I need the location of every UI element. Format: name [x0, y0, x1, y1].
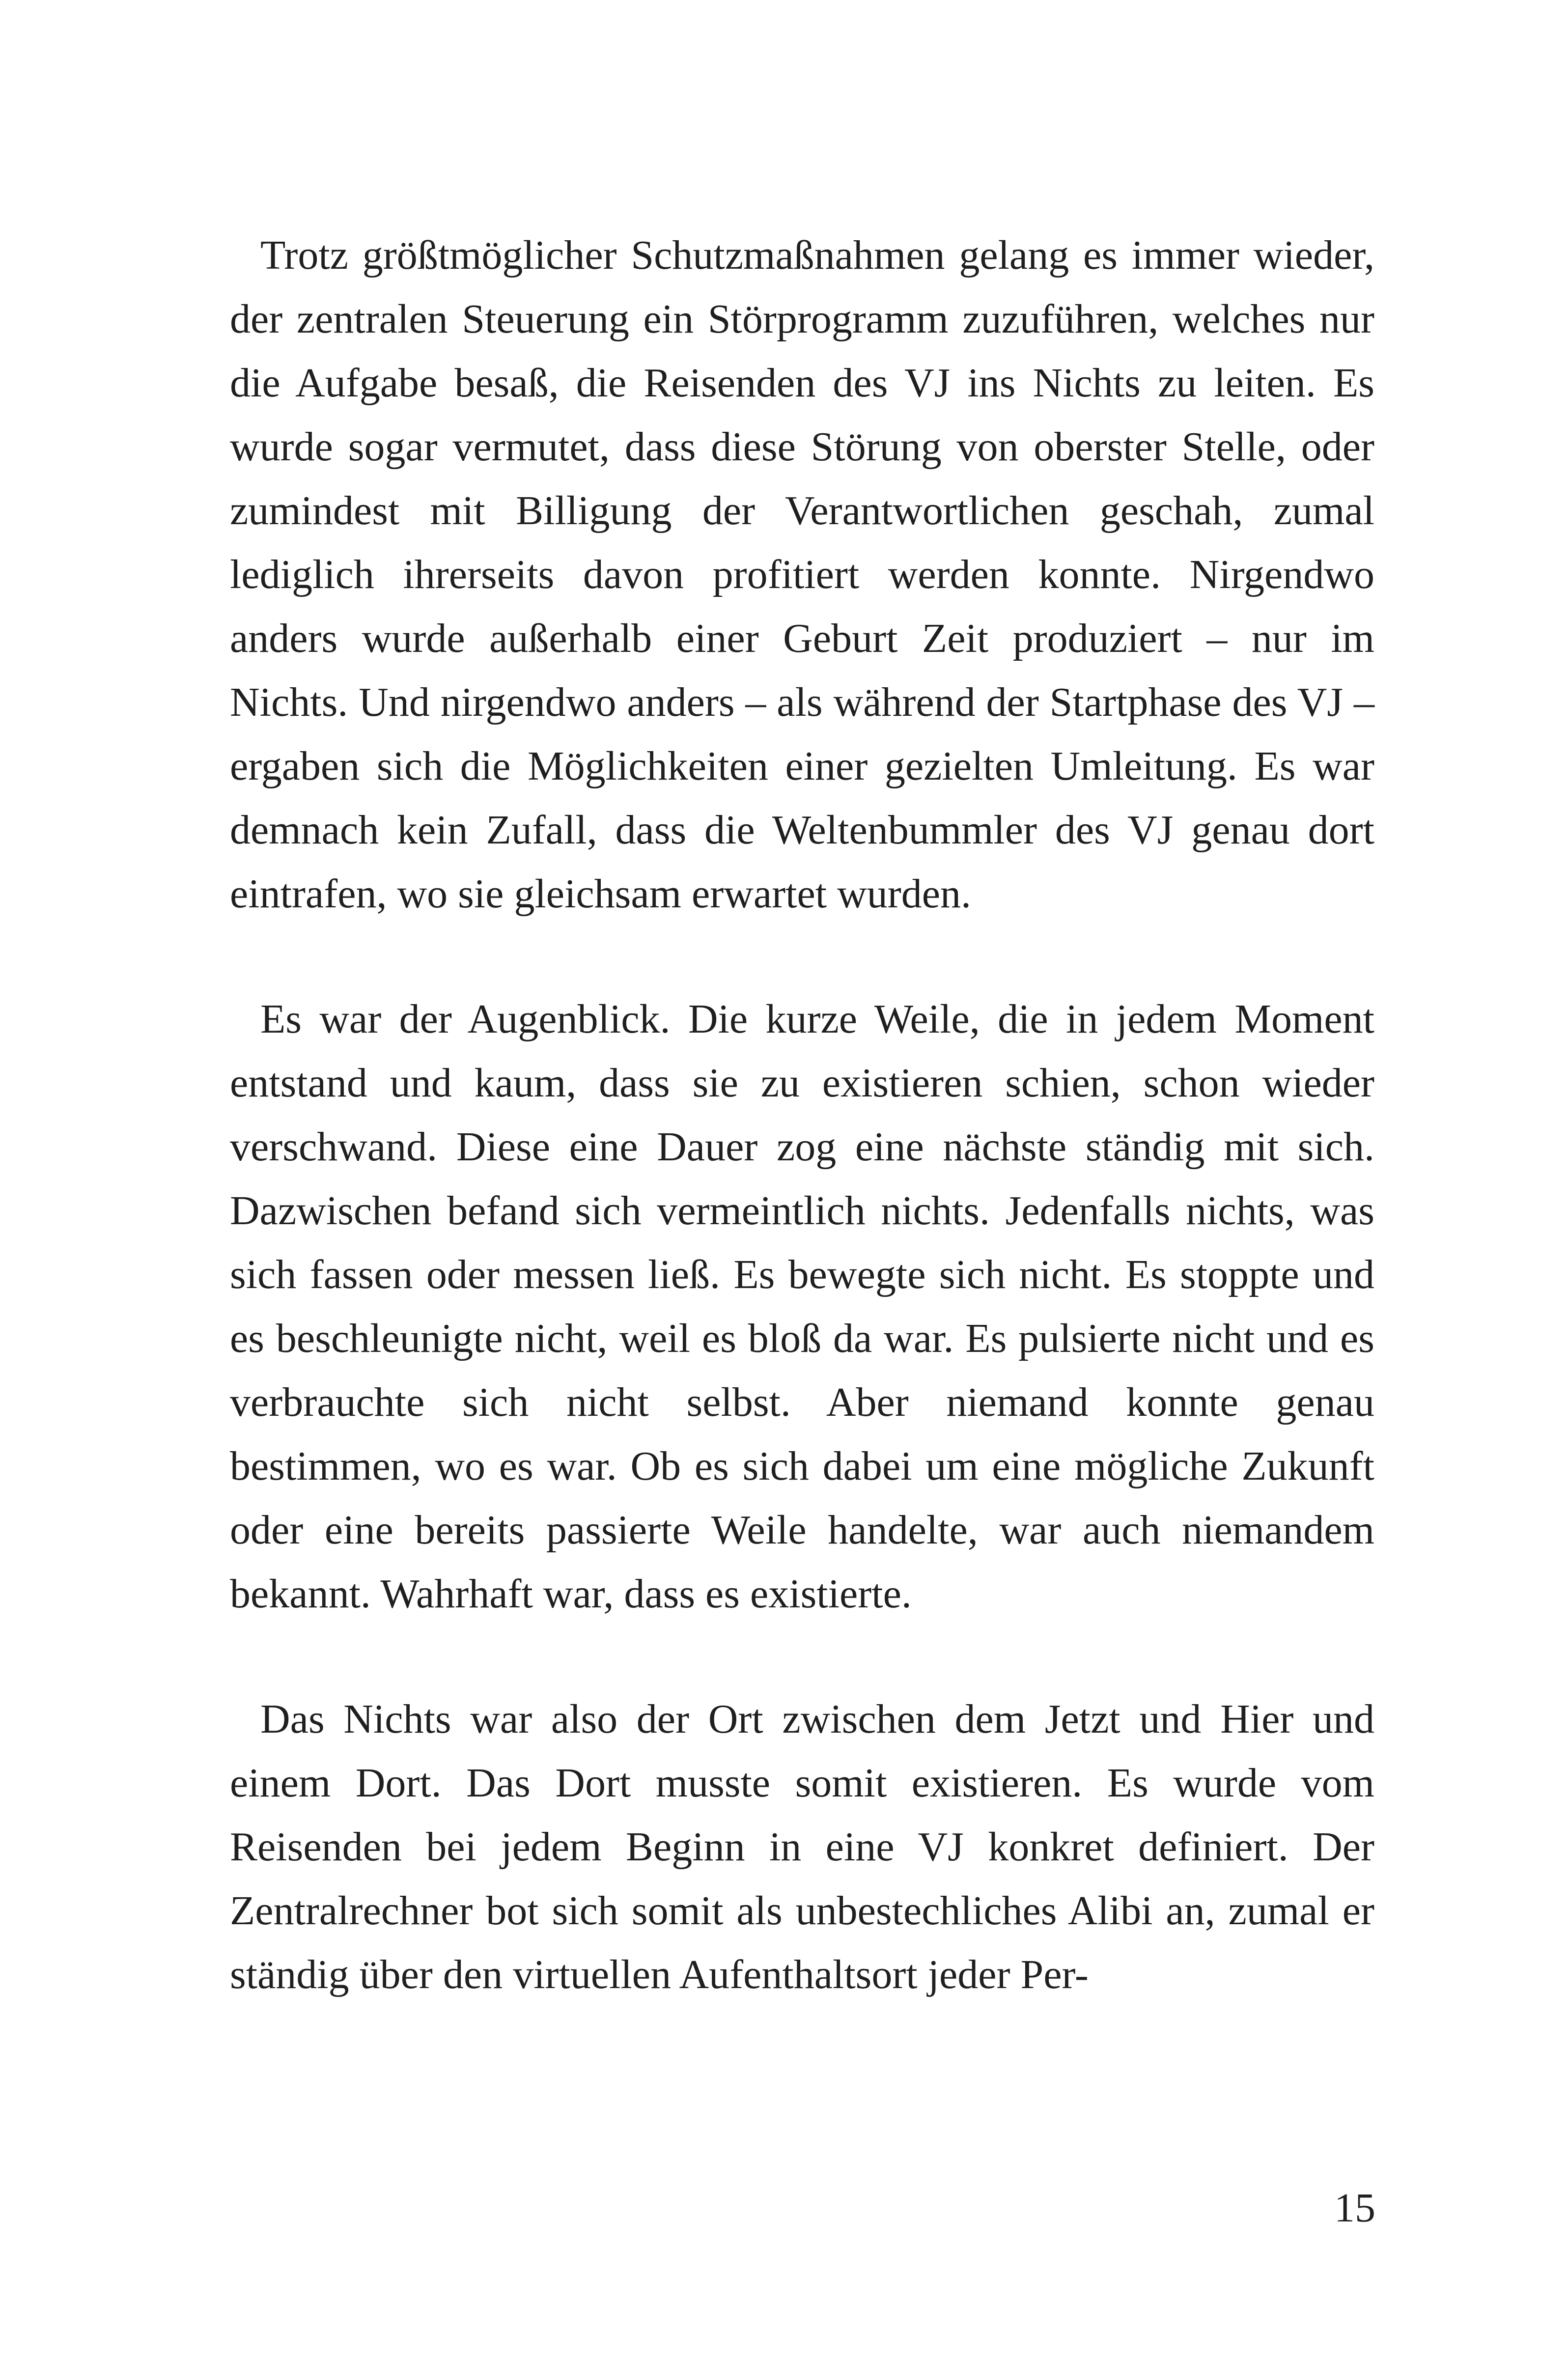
- page-number: 15: [1334, 2185, 1375, 2231]
- paragraph-2: Es war der Augenblick. Die kurze Weile, die in jedem Moment entstand und kaum, dass sie zu existieren schien, schon wieder verschwand. Diese eine Dauer zog eine nächste ständig mit sich. Dazwischen befand sich vermeintlich nichts. Jedenfalls nichts, was sich fassen oder messen ließ. Es bewegte sich nicht. Es stoppte und es beschleunigte nicht, weil es bloß da war. Es pulsierte nicht und es verbrauchte sich nicht selbst. Aber niemand konnte genau bestimmen, wo es war. Ob es sich dabei um eine mögliche Zukunft oder eine bereits passierte Weile handelte, war auch niemandem bekannt. Wahrhaft war, dass es existierte.: [230, 996, 1374, 1617]
- paragraph-1: Trotz größtmöglicher Schutzmaßnahmen gelang es immer wieder, der zentralen Steuerung ein Störprogramm zuzuführen, welches nur die Aufgabe besaß, die Reisenden des VJ ins Nichts zu leiten. Es wurde sogar vermutet, dass diese Störung von oberster Stelle, oder zumindest mit Billigung der Verantwortlichen geschah, zumal lediglich ihrerseits davon profitiert werden konnte. Nirgendwo anders wurde außerhalb einer Geburt Zeit produziert – nur im Nichts. Und nirgendwo anders – als während der Startphase des VJ – ergaben sich die Möglichkeiten einer gezielten Umleitung. Es war demnach kein Zufall, dass die Weltenbummler des VJ genau dort eintrafen, wo sie gleichsam erwartet wurden.: [230, 232, 1374, 917]
- body-text: [230, 224, 1374, 2007]
- paragraph-3: Das Nichts war also der Ort zwischen dem Jetzt und Hier und einem Dort. Das Dort musste somit existieren. Es wurde vom Reisenden bei jedem Beginn in eine VJ konkret definiert. Der Zentralrechner bot sich somit als unbestechliches Alibi an, zumal er ständig über den virtuellen Aufenthaltsort jeder Per-: [230, 1696, 1374, 1997]
